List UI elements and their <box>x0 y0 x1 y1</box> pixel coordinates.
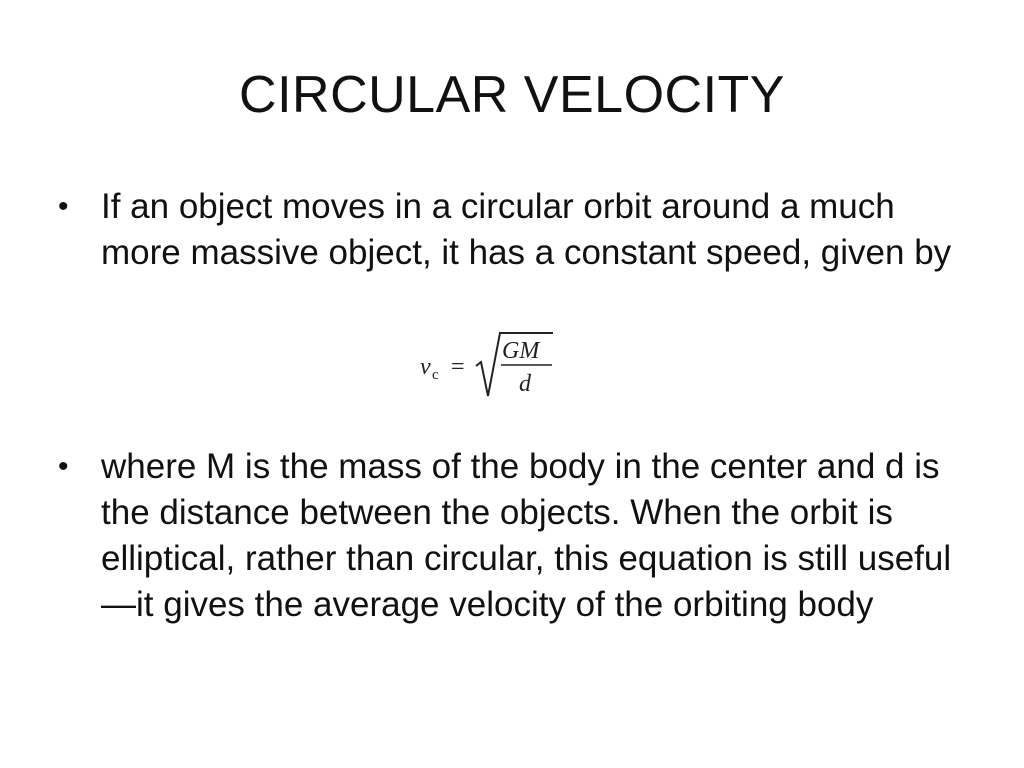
bullet-dot-icon: • <box>58 450 69 483</box>
circular-velocity-formula <box>418 328 558 402</box>
bullet-dot-icon: • <box>58 190 69 223</box>
bullet-text: If an object moves in a circular orbit around a much more massive object, it has a constant speed, given by <box>101 187 952 272</box>
formula-equals: = <box>451 354 465 380</box>
bullet-item-2 <box>58 444 958 628</box>
slide-title: CIRCULAR VELOCITY <box>239 66 785 124</box>
formula-denominator: d <box>519 371 531 397</box>
formula-lhs-symbol: v <box>420 354 431 380</box>
bullet-item-1 <box>58 184 958 276</box>
formula-lhs-subscript: c <box>432 367 439 383</box>
formula-numerator: GM <box>502 338 540 364</box>
bullet-text: where M is the mass of the body in the center and d is the distance between the objects. When the orbit is elliptical, rather than circular, this equation is still useful—it gives the average velocity of the orbiting body <box>101 447 952 624</box>
